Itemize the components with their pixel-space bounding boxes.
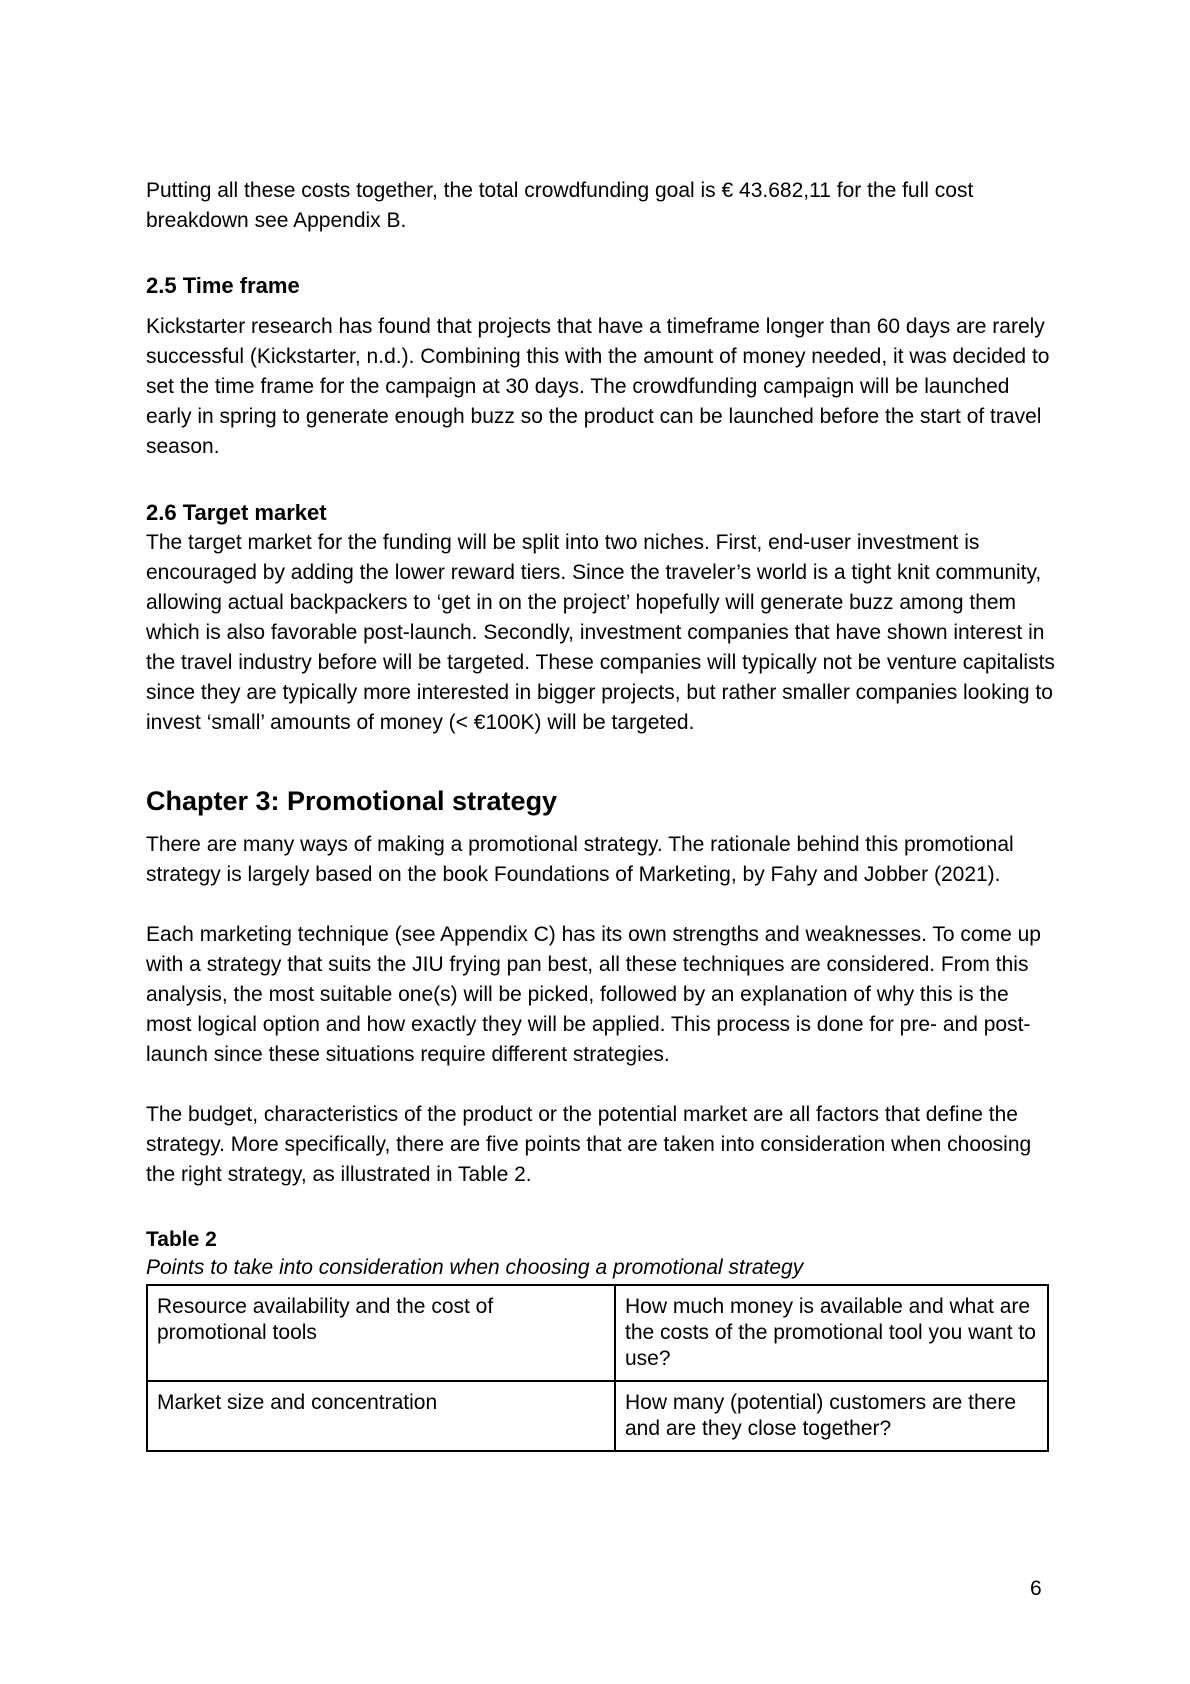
section-body-target-market: The target market for the funding will be split into two niches. First, end-user investment is encouraged by adding the lower reward tiers. Since the traveler’s world is a tight knit community, allowing actual backpackers to ‘get in on the project’ hopefully will generate buzz among them which is also favorable post-launch. Secondly, investment companies that have shown interest in the travel industry before will be targeted. These companies will typically not be venture capitalists since they are typically more interested in bigger projects, but rather smaller companies looking to invest ‘small’ amounts of money (< €100K) will be targeted. <box>146 531 1055 734</box>
page-number: 6 <box>1030 1577 1042 1600</box>
chapter-paragraph-rationale: There are many ways of making a promotional strategy. The rationale behind this promotional strategy is largely based on the book Foundations of Marketing, by Fahy and Jobber (2021). <box>146 833 1014 886</box>
table-cell-question: How much money is available and what are the costs of the promotional tool you want to use? <box>615 1285 1048 1381</box>
table-row <box>147 1381 1048 1451</box>
section-heading-time-frame: 2.5 Time frame <box>146 273 300 298</box>
table-caption: Points to take into consideration when choosing a promotional strategy <box>146 1256 804 1279</box>
table-cell-factor: Resource availability and the cost of promotional tools <box>147 1285 615 1381</box>
section-body-time-frame: Kickstarter research has found that projects that have a timeframe longer than 60 days are rarely successful (Kickstarter, n.d.). Combining this with the amount of money needed, it was decided to set the time frame for the campaign at 30 days. The crowdfunding campaign will be launched early in spring to generate enough buzz so the product can be launched before the start of travel season. <box>146 315 1050 458</box>
chapter-paragraph-budget: The budget, characteristics of the product or the potential market are all factors that define the strategy. More specifically, there are five points that are taken into consideration when choosing the right strategy, as illustrated in Table 2. <box>146 1103 1032 1186</box>
chapter-title: Chapter 3: Promotional strategy <box>146 786 558 816</box>
intro-paragraph: Putting all these costs together, the total crowdfunding goal is € 43.682,11 for the full cost breakdown see Appendix B. <box>146 179 974 232</box>
document-page <box>146 176 1056 1452</box>
considerations-table <box>146 1284 1049 1452</box>
table-label: Table 2 <box>146 1228 217 1251</box>
section-heading-target-market: 2.6 Target market <box>146 500 327 525</box>
table-cell-factor: Market size and concentration <box>147 1381 615 1451</box>
chapter-paragraph-techniques: Each marketing technique (see Appendix C) has its own strengths and weaknesses. To come up with a strategy that suits the JIU frying pan best, all these techniques are considered. From this analysis, the most suitable one(s) will be picked, followed by an explanation of why this is the most logical option and how exactly they will be applied. This process is done for pre- and post-launch since these situations require different strategies. <box>146 923 1041 1066</box>
table-row <box>147 1285 1048 1381</box>
table-cell-question: How many (potential) customers are there and are they close together? <box>615 1381 1048 1451</box>
